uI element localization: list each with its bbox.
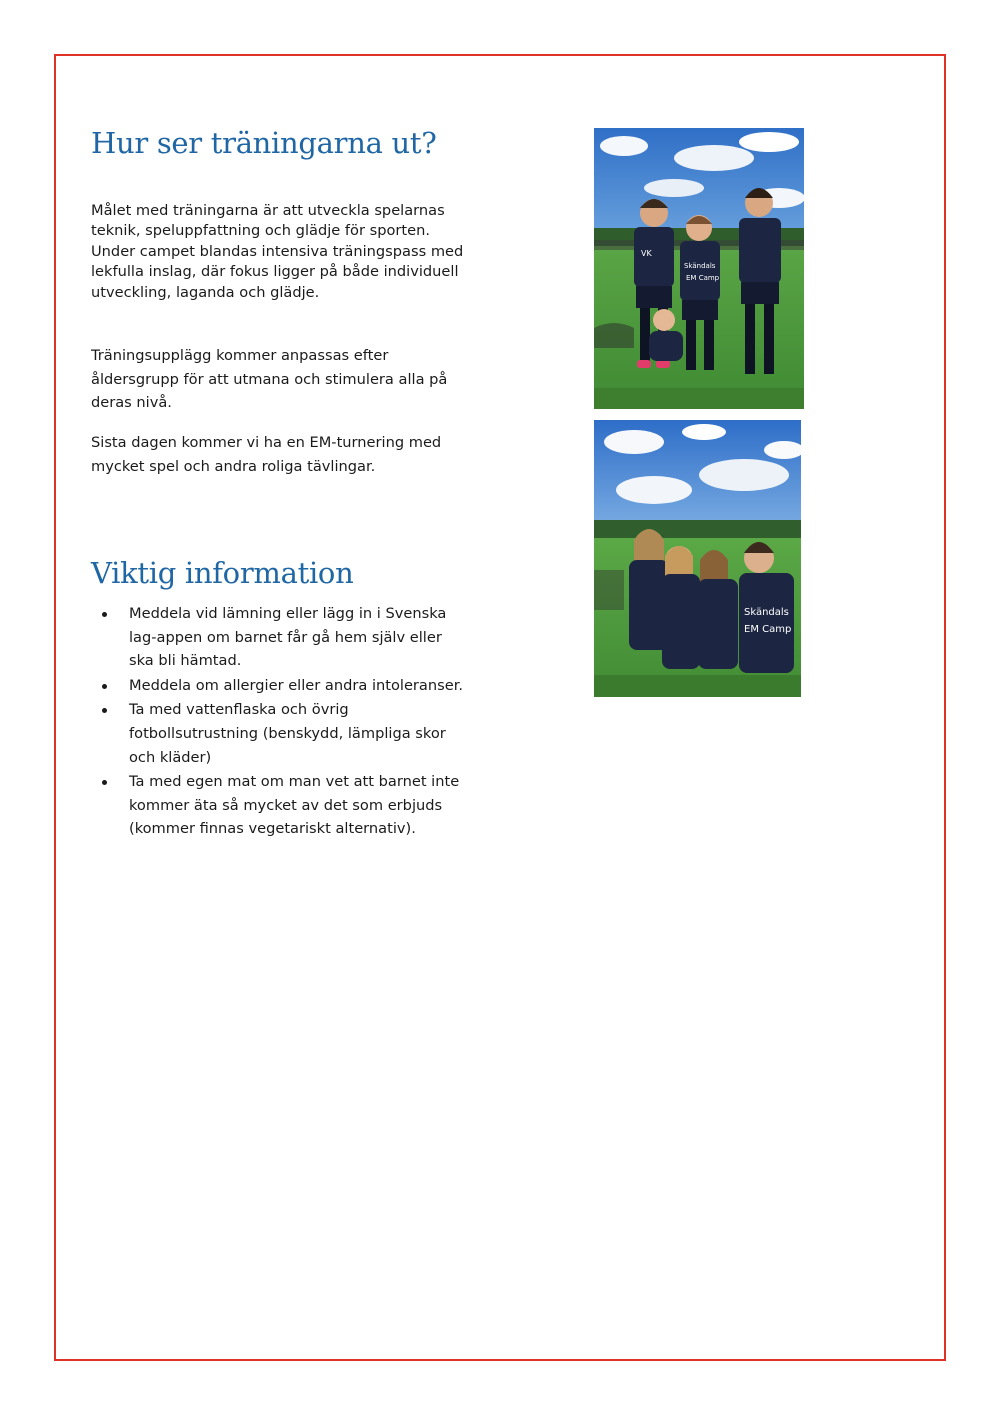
list-item	[91, 698, 471, 769]
list-item	[91, 602, 471, 673]
section-title-important-info: Viktig information	[91, 556, 354, 590]
list-item-text: Meddela vid lämning eller lägg in i Svenska lag-appen om barnet får gå hem själv eller ska bli hämtad.	[129, 605, 447, 670]
trainings-paragraph-1: Målet med träningarna är att utveckla spelarnas teknik, speluppfattning och glädje för sporten. Under campet blandas intensiva träningspass med lekfulla inslag, där fokus ligger på både individuell utveckling, laganda och glädje.	[91, 202, 464, 301]
bullet-icon	[102, 780, 107, 785]
bullet-icon	[102, 612, 107, 617]
shirt-text: EM Camp	[744, 624, 792, 635]
shirt-text: Skändals	[684, 262, 716, 270]
list-item-text: Meddela om allergier eller andra intoleranser.	[129, 676, 464, 694]
list-item	[91, 674, 471, 698]
shirt-text: EM Camp	[686, 274, 720, 282]
list-item-text: Ta med egen mat om man vet att barnet inte kommer äta så mycket av det som erbjuds (kommer finnas vegetariskt alternativ).	[129, 773, 460, 838]
bullet-icon	[102, 684, 107, 689]
list-item-text: Ta med vattenflaska och övrig fotbollsutrustning (benskydd, lämpliga skor och kläder)	[129, 701, 446, 766]
important-info-list	[91, 602, 471, 842]
shirt-text: Skändals	[744, 607, 789, 618]
photo-kids-soccer-icon	[594, 128, 804, 409]
photo-girls-soccer-icon	[594, 420, 801, 697]
bullet-icon	[102, 708, 107, 713]
trainings-paragraph-3: Sista dagen kommer vi ha en EM-turnering med mycket spel och andra roliga tävlingar.	[91, 434, 442, 475]
shirt-text: VK	[641, 249, 652, 258]
trainings-paragraph-2: Träningsupplägg kommer anpassas efter åldersgrupp för att utmana och stimulera alla på deras nivå.	[91, 347, 448, 411]
section-title-trainings: Hur ser träningarna ut?	[91, 126, 437, 160]
list-item	[91, 770, 471, 841]
